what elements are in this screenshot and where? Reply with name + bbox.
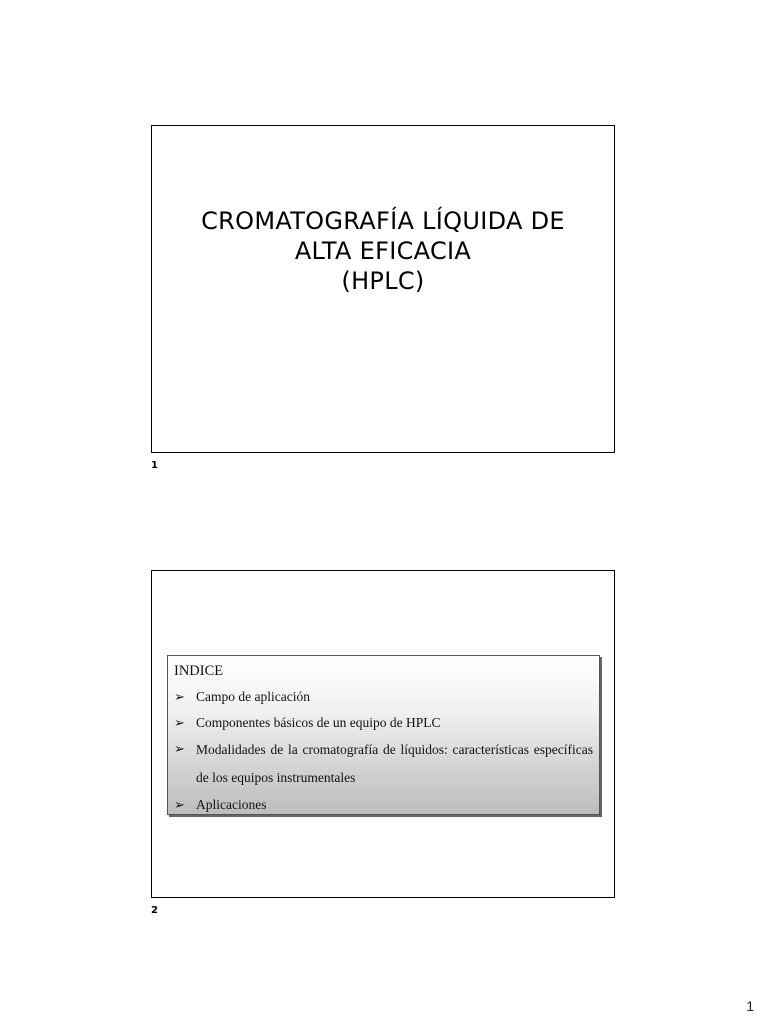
slide-number-1: 1	[151, 460, 158, 471]
title-line-3: (HPLC)	[341, 267, 425, 295]
title-line-1: CROMATOGRAFÍA LÍQUIDA DE	[201, 207, 565, 235]
index-heading: INDICE	[174, 663, 224, 679]
index-item	[174, 684, 593, 710]
index-item	[174, 736, 593, 792]
index-item-text: Campo de aplicación	[196, 689, 310, 704]
slide-title	[152, 206, 614, 296]
page-number: 1	[746, 998, 754, 1014]
index-item-text: Componentes básicos de un equipo de HPLC	[196, 715, 441, 730]
slide-2	[151, 570, 615, 898]
index-box	[167, 655, 600, 815]
index-item-text: Aplicaciones	[196, 797, 267, 812]
arrow-bullet-icon: ➢	[174, 797, 185, 812]
index-item-text: Modalidades de la cromatografía de líquidos: características específicas de los equipos instrumentales	[196, 742, 593, 785]
slide-1	[151, 125, 615, 453]
title-line-2: ALTA EFICACIA	[294, 237, 472, 265]
arrow-bullet-icon: ➢	[174, 689, 185, 704]
index-item	[174, 710, 593, 736]
arrow-bullet-icon: ➢	[174, 715, 185, 730]
arrow-bullet-icon: ➢	[174, 741, 185, 756]
index-item	[174, 792, 593, 818]
slide-number-2: 2	[151, 905, 158, 916]
